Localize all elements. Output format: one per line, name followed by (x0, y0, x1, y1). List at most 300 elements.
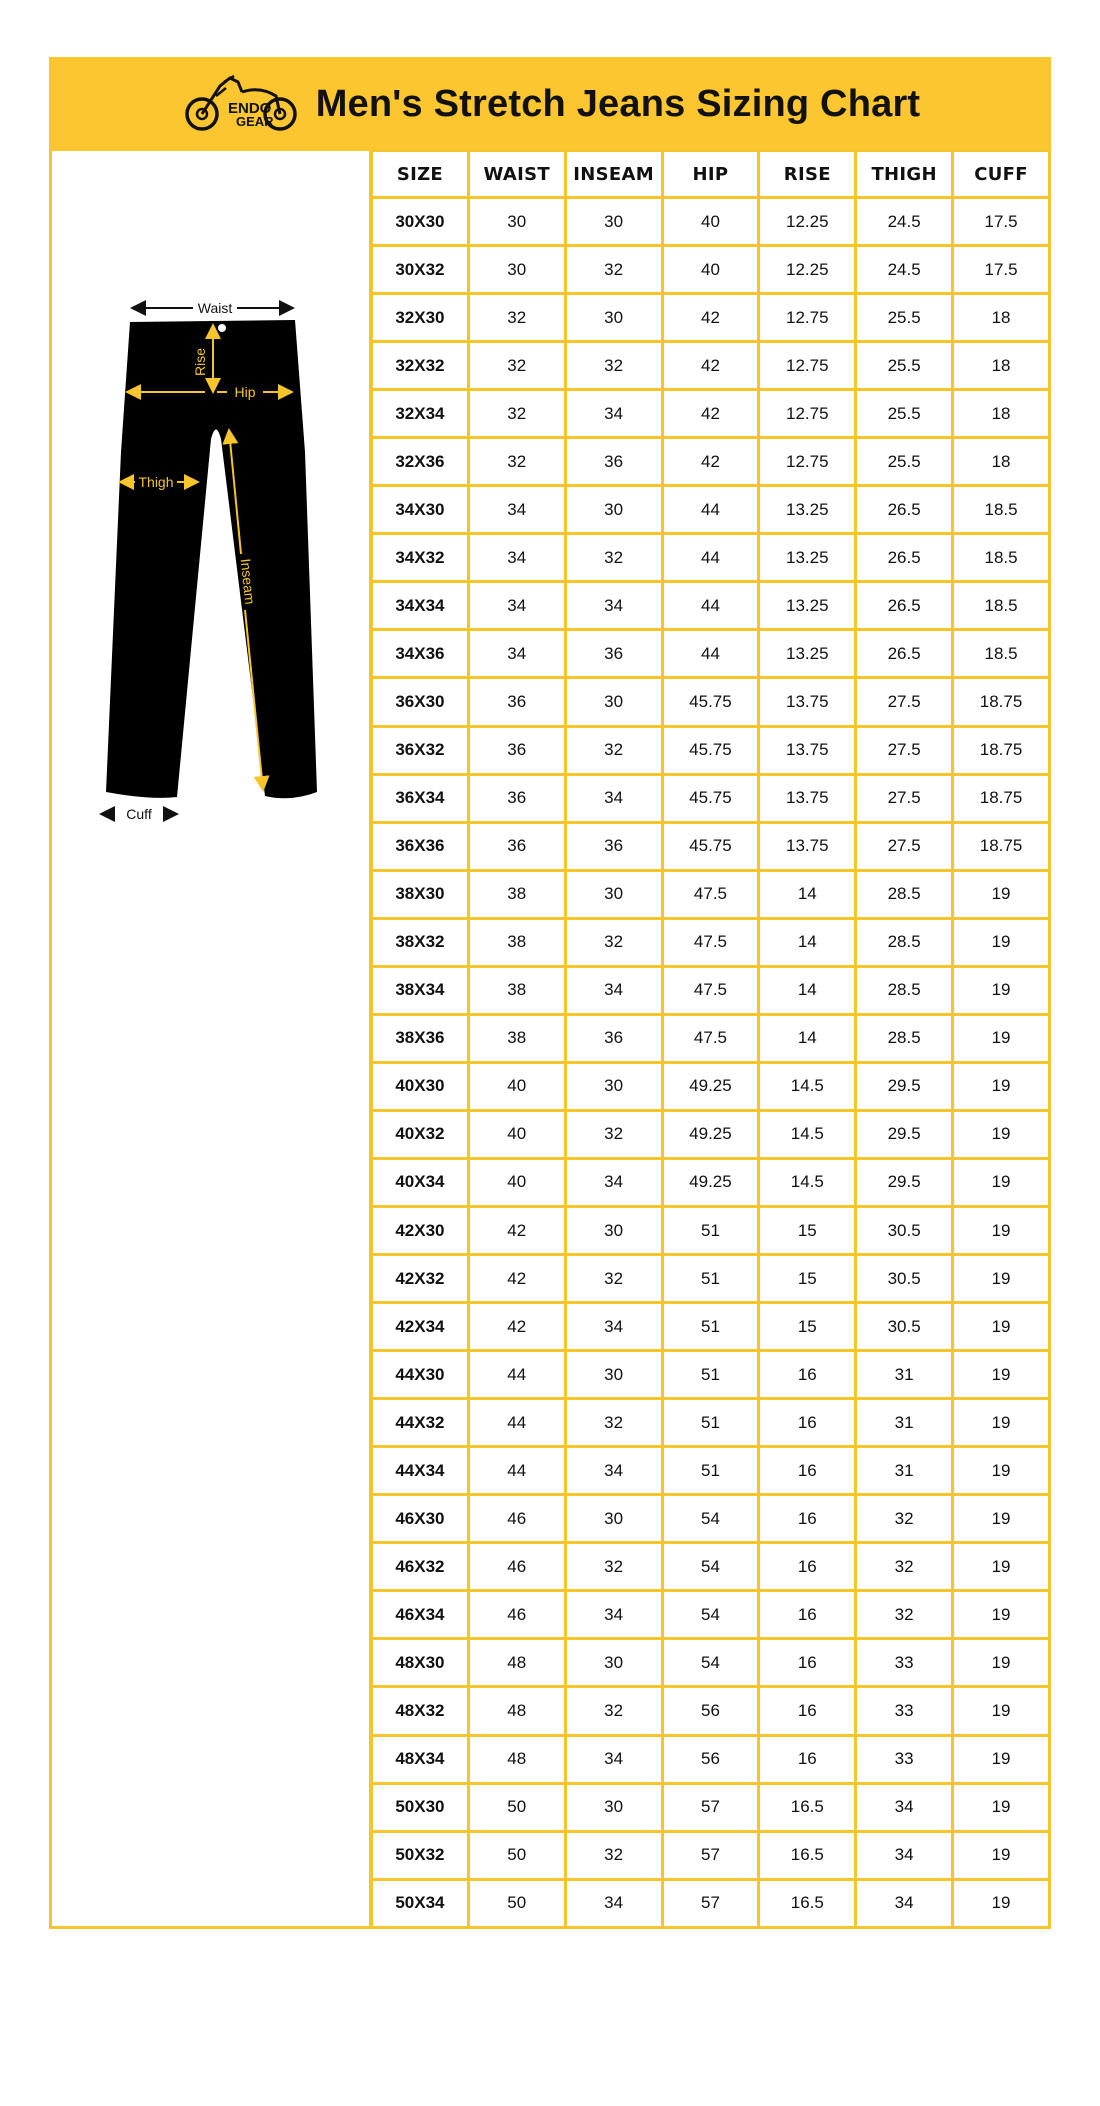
table-cell-inseam: 32 (565, 1255, 662, 1303)
table-cell-thigh: 26.5 (856, 486, 953, 534)
table-cell-waist: 44 (468, 1399, 565, 1447)
table-cell-size: 34X32 (372, 534, 469, 582)
table-cell-rise: 14.5 (759, 1158, 856, 1206)
table-cell-rise: 16 (759, 1447, 856, 1495)
column-header-inseam: INSEAM (565, 151, 662, 198)
table-cell-waist: 40 (468, 1110, 565, 1158)
table-cell-inseam: 30 (565, 1351, 662, 1399)
table-row (372, 438, 1050, 486)
table-cell-hip: 44 (662, 630, 759, 678)
table-cell-thigh: 31 (856, 1351, 953, 1399)
table-cell-hip: 54 (662, 1639, 759, 1687)
table-cell-cuff: 19 (953, 1543, 1050, 1591)
table-cell-thigh: 30.5 (856, 1206, 953, 1254)
table-row (372, 1351, 1050, 1399)
table-row (372, 918, 1050, 966)
table-row (372, 1639, 1050, 1687)
table-cell-thigh: 33 (856, 1687, 953, 1735)
table-cell-rise: 16.5 (759, 1879, 856, 1927)
table-cell-inseam: 34 (565, 774, 662, 822)
table-cell-hip: 51 (662, 1255, 759, 1303)
table-cell-cuff: 17.5 (953, 246, 1050, 294)
table-cell-thigh: 33 (856, 1735, 953, 1783)
table-cell-size: 44X34 (372, 1447, 469, 1495)
table-cell-rise: 13.25 (759, 534, 856, 582)
table-cell-size: 50X30 (372, 1783, 469, 1831)
table-cell-cuff: 19 (953, 1783, 1050, 1831)
table-cell-cuff: 18.5 (953, 582, 1050, 630)
table-row (372, 822, 1050, 870)
table-cell-size: 50X32 (372, 1831, 469, 1879)
table-cell-cuff: 18.5 (953, 630, 1050, 678)
table-cell-cuff: 19 (953, 1255, 1050, 1303)
table-cell-size: 36X36 (372, 822, 469, 870)
table-cell-hip: 42 (662, 390, 759, 438)
table-cell-cuff: 17.5 (953, 198, 1050, 246)
table-cell-cuff: 18.75 (953, 822, 1050, 870)
table-cell-rise: 16 (759, 1639, 856, 1687)
table-cell-size: 42X30 (372, 1206, 469, 1254)
table-cell-rise: 12.75 (759, 342, 856, 390)
table-cell-rise: 13.25 (759, 486, 856, 534)
table-row (372, 678, 1050, 726)
table-cell-size: 38X34 (372, 966, 469, 1014)
table-cell-waist: 42 (468, 1255, 565, 1303)
table-cell-cuff: 19 (953, 1591, 1050, 1639)
table-cell-size: 38X30 (372, 870, 469, 918)
table-cell-waist: 38 (468, 1014, 565, 1062)
table-cell-inseam: 32 (565, 342, 662, 390)
table-cell-hip: 44 (662, 582, 759, 630)
table-cell-hip: 49.25 (662, 1110, 759, 1158)
table-cell-rise: 12.75 (759, 390, 856, 438)
svg-text:ENDO: ENDO (227, 100, 272, 117)
table-cell-cuff: 19 (953, 918, 1050, 966)
table-cell-waist: 38 (468, 966, 565, 1014)
table-cell-waist: 46 (468, 1591, 565, 1639)
table-cell-rise: 13.25 (759, 630, 856, 678)
table-cell-hip: 42 (662, 294, 759, 342)
waist-label: Waist (197, 300, 233, 316)
table-row (372, 1735, 1050, 1783)
table-cell-rise: 13.75 (759, 774, 856, 822)
table-row (372, 1014, 1050, 1062)
table-cell-thigh: 25.5 (856, 390, 953, 438)
table-cell-rise: 16.5 (759, 1831, 856, 1879)
table-cell-rise: 12.75 (759, 294, 856, 342)
table-cell-waist: 38 (468, 918, 565, 966)
column-header-waist: WAIST (468, 151, 565, 198)
table-cell-rise: 15 (759, 1206, 856, 1254)
table-cell-cuff: 19 (953, 1303, 1050, 1351)
table-cell-hip: 54 (662, 1543, 759, 1591)
table-cell-hip: 45.75 (662, 678, 759, 726)
table-cell-waist: 32 (468, 342, 565, 390)
table-cell-cuff: 19 (953, 1447, 1050, 1495)
table-cell-cuff: 19 (953, 1495, 1050, 1543)
table-cell-cuff: 19 (953, 1206, 1050, 1254)
table-cell-waist: 32 (468, 294, 565, 342)
table-cell-inseam: 30 (565, 1783, 662, 1831)
table-cell-cuff: 18 (953, 438, 1050, 486)
table-cell-hip: 57 (662, 1879, 759, 1927)
table-cell-waist: 48 (468, 1639, 565, 1687)
table-cell-cuff: 19 (953, 1639, 1050, 1687)
table-cell-thigh: 30.5 (856, 1303, 953, 1351)
table-cell-rise: 14.5 (759, 1110, 856, 1158)
table-cell-rise: 13.75 (759, 726, 856, 774)
table-row (372, 1447, 1050, 1495)
table-cell-thigh: 29.5 (856, 1062, 953, 1110)
table-cell-size: 44X32 (372, 1399, 469, 1447)
table-row (372, 1158, 1050, 1206)
table-cell-inseam: 32 (565, 1831, 662, 1879)
table-cell-hip: 51 (662, 1447, 759, 1495)
table-row (372, 1110, 1050, 1158)
sizing-table (370, 149, 1051, 1929)
table-cell-hip: 54 (662, 1495, 759, 1543)
table-cell-size: 32X32 (372, 342, 469, 390)
table-cell-thigh: 28.5 (856, 966, 953, 1014)
table-row (372, 1591, 1050, 1639)
table-cell-hip: 45.75 (662, 726, 759, 774)
table-cell-hip: 42 (662, 438, 759, 486)
table-cell-inseam: 36 (565, 822, 662, 870)
table-cell-thigh: 27.5 (856, 678, 953, 726)
table-cell-waist: 40 (468, 1158, 565, 1206)
table-cell-cuff: 19 (953, 1351, 1050, 1399)
table-cell-size: 40X32 (372, 1110, 469, 1158)
table-cell-inseam: 30 (565, 1206, 662, 1254)
table-cell-hip: 56 (662, 1687, 759, 1735)
table-cell-thigh: 29.5 (856, 1158, 953, 1206)
table-cell-cuff: 19 (953, 1735, 1050, 1783)
table-cell-size: 32X30 (372, 294, 469, 342)
table-cell-hip: 45.75 (662, 774, 759, 822)
table-cell-size: 38X36 (372, 1014, 469, 1062)
table-cell-rise: 16 (759, 1687, 856, 1735)
table-row (372, 198, 1050, 246)
table-cell-size: 32X36 (372, 438, 469, 486)
table-body (372, 198, 1050, 1928)
table-cell-rise: 14 (759, 966, 856, 1014)
table-row (372, 1879, 1050, 1927)
table-row (372, 342, 1050, 390)
table-cell-rise: 16 (759, 1495, 856, 1543)
table-cell-size: 50X34 (372, 1879, 469, 1927)
table-cell-thigh: 25.5 (856, 294, 953, 342)
table-cell-waist: 32 (468, 390, 565, 438)
table-cell-inseam: 34 (565, 1591, 662, 1639)
table-cell-inseam: 30 (565, 486, 662, 534)
table-cell-rise: 12.75 (759, 438, 856, 486)
table-cell-hip: 40 (662, 246, 759, 294)
table-cell-hip: 44 (662, 486, 759, 534)
table-cell-waist: 36 (468, 774, 565, 822)
table-cell-rise: 16 (759, 1351, 856, 1399)
table-cell-inseam: 36 (565, 630, 662, 678)
table-cell-inseam: 30 (565, 678, 662, 726)
table-cell-thigh: 31 (856, 1399, 953, 1447)
table-cell-size: 42X34 (372, 1303, 469, 1351)
table-cell-cuff: 18.75 (953, 774, 1050, 822)
table-cell-cuff: 18 (953, 342, 1050, 390)
table-cell-cuff: 18.5 (953, 486, 1050, 534)
table-cell-inseam: 30 (565, 198, 662, 246)
table-cell-thigh: 27.5 (856, 774, 953, 822)
table-row (372, 966, 1050, 1014)
column-header-rise: RISE (759, 151, 856, 198)
table-cell-cuff: 19 (953, 1687, 1050, 1735)
table-cell-hip: 44 (662, 534, 759, 582)
table-cell-inseam: 32 (565, 1110, 662, 1158)
table-cell-hip: 49.25 (662, 1062, 759, 1110)
table-cell-thigh: 32 (856, 1495, 953, 1543)
table-cell-inseam: 30 (565, 870, 662, 918)
table-cell-waist: 50 (468, 1783, 565, 1831)
hip-label: Hip (234, 384, 256, 400)
table-cell-waist: 34 (468, 630, 565, 678)
table-cell-rise: 16.5 (759, 1783, 856, 1831)
table-cell-rise: 14.5 (759, 1062, 856, 1110)
table-row (372, 1543, 1050, 1591)
table-cell-rise: 16 (759, 1399, 856, 1447)
table-cell-hip: 47.5 (662, 1014, 759, 1062)
table-cell-rise: 13.75 (759, 678, 856, 726)
table-row (372, 1831, 1050, 1879)
jeans-diagram (95, 292, 325, 832)
table-row (372, 1687, 1050, 1735)
table-cell-inseam: 34 (565, 1879, 662, 1927)
table-cell-thigh: 30.5 (856, 1255, 953, 1303)
table-cell-waist: 34 (468, 534, 565, 582)
table-cell-rise: 14 (759, 918, 856, 966)
table-cell-inseam: 34 (565, 1735, 662, 1783)
table-cell-inseam: 32 (565, 1543, 662, 1591)
table-cell-waist: 44 (468, 1447, 565, 1495)
table-cell-waist: 42 (468, 1303, 565, 1351)
table-cell-cuff: 19 (953, 966, 1050, 1014)
table-cell-cuff: 18.75 (953, 726, 1050, 774)
column-header-size: SIZE (372, 151, 469, 198)
table-cell-size: 30X32 (372, 246, 469, 294)
table-row (372, 774, 1050, 822)
table-cell-cuff: 19 (953, 1879, 1050, 1927)
table-cell-thigh: 27.5 (856, 822, 953, 870)
table-cell-size: 48X30 (372, 1639, 469, 1687)
table-cell-waist: 48 (468, 1687, 565, 1735)
table-header-row (372, 151, 1050, 198)
table-cell-hip: 51 (662, 1399, 759, 1447)
table-cell-cuff: 19 (953, 1014, 1050, 1062)
table-cell-size: 36X32 (372, 726, 469, 774)
page-title: Men's Stretch Jeans Sizing Chart (315, 82, 921, 125)
table-cell-cuff: 18.5 (953, 534, 1050, 582)
table-cell-size: 34X30 (372, 486, 469, 534)
table-cell-inseam: 34 (565, 1158, 662, 1206)
table-cell-hip: 47.5 (662, 966, 759, 1014)
table-cell-size: 36X30 (372, 678, 469, 726)
table-cell-hip: 51 (662, 1351, 759, 1399)
table-cell-waist: 48 (468, 1735, 565, 1783)
table-cell-waist: 34 (468, 582, 565, 630)
table-cell-inseam: 34 (565, 582, 662, 630)
table-row (372, 1062, 1050, 1110)
table-cell-size: 36X34 (372, 774, 469, 822)
table-cell-inseam: 30 (565, 1495, 662, 1543)
table-cell-inseam: 30 (565, 294, 662, 342)
table-cell-thigh: 27.5 (856, 726, 953, 774)
column-header-cuff: CUFF (953, 151, 1050, 198)
table-cell-rise: 16 (759, 1735, 856, 1783)
table-cell-rise: 16 (759, 1543, 856, 1591)
table-cell-thigh: 32 (856, 1543, 953, 1591)
table-cell-size: 40X30 (372, 1062, 469, 1110)
table-cell-inseam: 36 (565, 1014, 662, 1062)
table-cell-waist: 36 (468, 726, 565, 774)
table-cell-waist: 32 (468, 438, 565, 486)
table-cell-cuff: 19 (953, 1062, 1050, 1110)
table-cell-thigh: 29.5 (856, 1110, 953, 1158)
table-row (372, 1255, 1050, 1303)
table-cell-inseam: 34 (565, 1303, 662, 1351)
table-row (372, 870, 1050, 918)
table-cell-rise: 15 (759, 1303, 856, 1351)
table-cell-thigh: 28.5 (856, 1014, 953, 1062)
table-cell-inseam: 30 (565, 1639, 662, 1687)
table-cell-inseam: 32 (565, 726, 662, 774)
table-cell-rise: 14 (759, 1014, 856, 1062)
table-row (372, 294, 1050, 342)
table-cell-cuff: 18 (953, 294, 1050, 342)
table-cell-thigh: 26.5 (856, 534, 953, 582)
table-cell-thigh: 31 (856, 1447, 953, 1495)
table-cell-hip: 57 (662, 1783, 759, 1831)
table-cell-hip: 42 (662, 342, 759, 390)
table-row (372, 390, 1050, 438)
table-cell-cuff: 19 (953, 1110, 1050, 1158)
table-row (372, 246, 1050, 294)
table-cell-waist: 46 (468, 1495, 565, 1543)
table-cell-thigh: 34 (856, 1879, 953, 1927)
table-cell-cuff: 19 (953, 1158, 1050, 1206)
table-row (372, 1399, 1050, 1447)
table-cell-hip: 47.5 (662, 918, 759, 966)
table-cell-size: 44X30 (372, 1351, 469, 1399)
table-cell-cuff: 18.75 (953, 678, 1050, 726)
table-cell-size: 46X32 (372, 1543, 469, 1591)
table-row (372, 630, 1050, 678)
column-header-thigh: THIGH (856, 151, 953, 198)
table-cell-rise: 13.25 (759, 582, 856, 630)
table-cell-hip: 40 (662, 198, 759, 246)
table-cell-thigh: 24.5 (856, 246, 953, 294)
table-cell-inseam: 32 (565, 1687, 662, 1735)
table-cell-cuff: 18 (953, 390, 1050, 438)
table-cell-size: 48X32 (372, 1687, 469, 1735)
table-cell-cuff: 19 (953, 870, 1050, 918)
table-cell-cuff: 19 (953, 1831, 1050, 1879)
table-cell-rise: 16 (759, 1591, 856, 1639)
table-cell-waist: 30 (468, 198, 565, 246)
table-cell-inseam: 32 (565, 534, 662, 582)
table-cell-thigh: 34 (856, 1831, 953, 1879)
table-cell-waist: 34 (468, 486, 565, 534)
table-row (372, 1303, 1050, 1351)
table-cell-hip: 57 (662, 1831, 759, 1879)
table-row (372, 534, 1050, 582)
table-row (372, 582, 1050, 630)
table-cell-waist: 38 (468, 870, 565, 918)
table-cell-hip: 54 (662, 1591, 759, 1639)
table-cell-hip: 51 (662, 1206, 759, 1254)
endo-gear-logo (180, 72, 302, 136)
table-row (372, 1206, 1050, 1254)
cuff-label: Cuff (126, 806, 152, 822)
table-cell-inseam: 34 (565, 966, 662, 1014)
table-cell-hip: 47.5 (662, 870, 759, 918)
table-cell-thigh: 33 (856, 1639, 953, 1687)
table-cell-rise: 14 (759, 870, 856, 918)
table-cell-inseam: 32 (565, 918, 662, 966)
table-cell-waist: 36 (468, 678, 565, 726)
table-cell-waist: 36 (468, 822, 565, 870)
thigh-label: Thigh (138, 474, 174, 490)
table-cell-hip: 45.75 (662, 822, 759, 870)
table-cell-size: 30X30 (372, 198, 469, 246)
table-cell-thigh: 25.5 (856, 342, 953, 390)
table-cell-thigh: 26.5 (856, 630, 953, 678)
table-cell-rise: 15 (759, 1255, 856, 1303)
table-row (372, 726, 1050, 774)
table-cell-inseam: 30 (565, 1062, 662, 1110)
table-row (372, 486, 1050, 534)
table-cell-size: 48X34 (372, 1735, 469, 1783)
table-cell-waist: 42 (468, 1206, 565, 1254)
table-cell-inseam: 34 (565, 390, 662, 438)
table-cell-hip: 49.25 (662, 1158, 759, 1206)
column-header-hip: HIP (662, 151, 759, 198)
table-cell-thigh: 34 (856, 1783, 953, 1831)
table-cell-inseam: 32 (565, 1399, 662, 1447)
table-cell-hip: 56 (662, 1735, 759, 1783)
table-cell-thigh: 32 (856, 1591, 953, 1639)
table-cell-size: 40X34 (372, 1158, 469, 1206)
table-cell-waist: 46 (468, 1543, 565, 1591)
table-cell-cuff: 19 (953, 1399, 1050, 1447)
table-cell-inseam: 36 (565, 438, 662, 486)
table-cell-size: 38X32 (372, 918, 469, 966)
table-cell-waist: 44 (468, 1351, 565, 1399)
inseam-label: Inseam (237, 557, 259, 606)
table-cell-hip: 51 (662, 1303, 759, 1351)
rise-label: Rise (192, 347, 208, 377)
svg-text:GEAR: GEAR (235, 114, 274, 129)
table-cell-thigh: 26.5 (856, 582, 953, 630)
table-cell-inseam: 34 (565, 1447, 662, 1495)
table-cell-inseam: 32 (565, 246, 662, 294)
table-cell-size: 46X34 (372, 1591, 469, 1639)
table-cell-size: 32X34 (372, 390, 469, 438)
table-cell-size: 42X32 (372, 1255, 469, 1303)
table-cell-waist: 30 (468, 246, 565, 294)
table-cell-waist: 40 (468, 1062, 565, 1110)
table-cell-rise: 12.25 (759, 246, 856, 294)
table-cell-rise: 13.75 (759, 822, 856, 870)
table-cell-thigh: 28.5 (856, 918, 953, 966)
table-cell-rise: 12.25 (759, 198, 856, 246)
table-cell-waist: 50 (468, 1879, 565, 1927)
